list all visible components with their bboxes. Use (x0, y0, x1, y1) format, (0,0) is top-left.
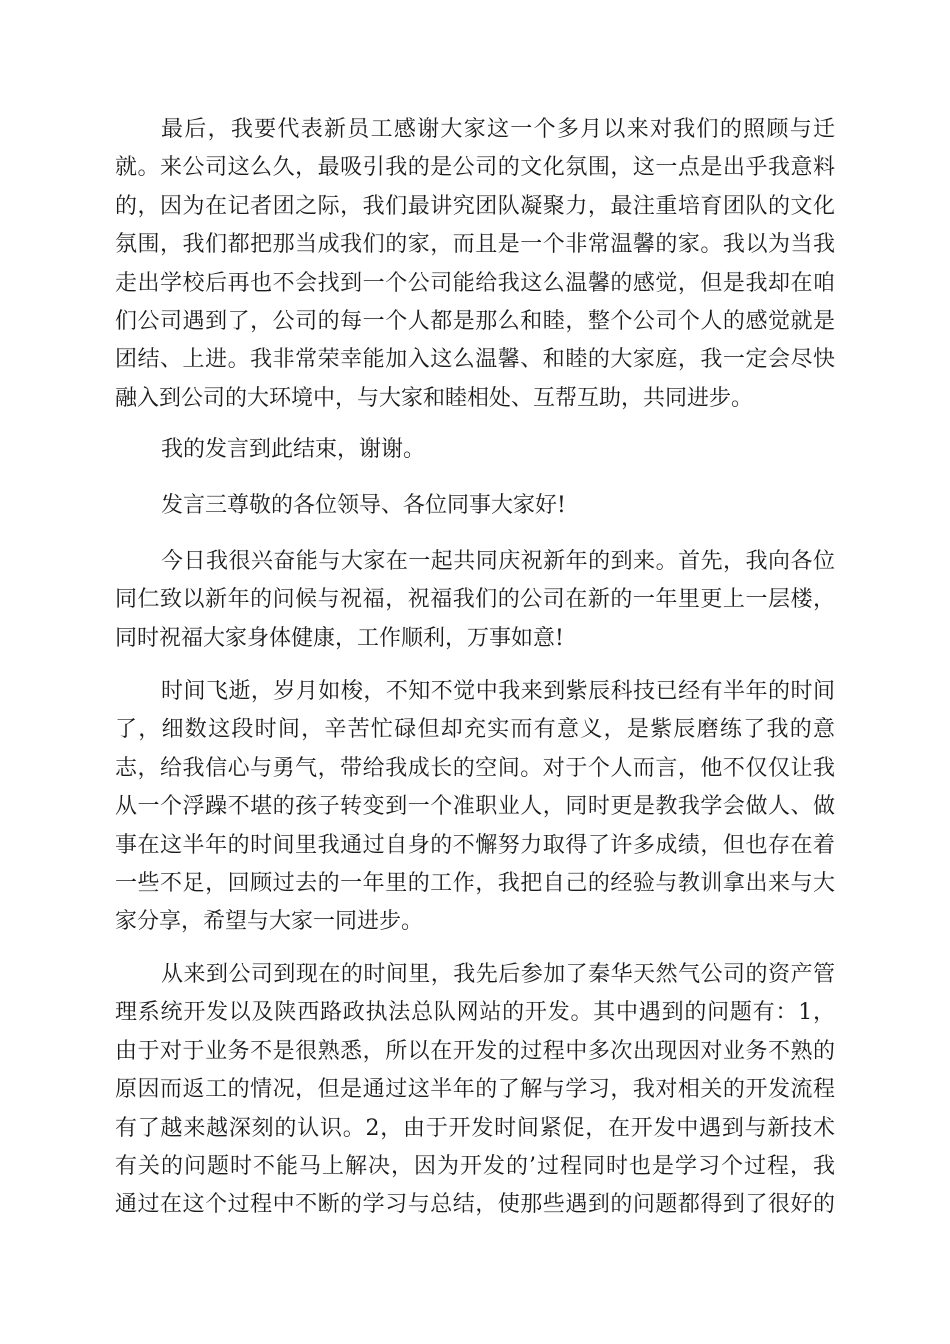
text-line: 最后，我要代表新员工感谢大家这一个多月以来对我们的照顾与迁 (161, 117, 835, 142)
text-line: 走出学校后再也不会找到一个公司能给我这么温馨的感觉，但是我却在咱 (115, 270, 835, 296)
text-line: 同时祝福大家身体健康，工作顺利，万事如意! (115, 625, 564, 651)
text-line: 家分享，希望与大家一同进步。 (115, 909, 424, 935)
text-line: 时间飞逝，岁月如梭，不知不觉中我来到紫辰科技已经有半年的时间 (161, 679, 835, 704)
paragraph-time-flies (115, 673, 835, 942)
text-line: 志，给我信心与勇气，带给我成长的空间。对于个人而言，他不仅仅让我 (115, 755, 835, 781)
text-line: 团结、上进。我非常荣幸能加入这么温馨、和睦的大家庭，我一定会尽快 (115, 347, 835, 373)
text-line: 从来到公司到现在的时间里，我先后参加了秦华天然气公司的资产管 (161, 962, 835, 987)
text-line: 理系统开发以及陕西路政执法总队网站的开发。其中遇到的问题有：1， (115, 1000, 835, 1026)
text-line: 从一个浮躁不堪的孩子转变到一个准职业人，同时更是教我学会做人、做 (115, 794, 835, 820)
text-line: 了，细数这段时间，辛苦忙碌但却充实而有意义，是紫辰磨练了我的意 (115, 717, 835, 743)
paragraph-projects (115, 956, 835, 1225)
text-line: 一些不足，回顾过去的一年里的工作，我把自己的经验与教训拿出来与大 (115, 870, 835, 896)
text-line: 事在这半年的时间里我通过自身的不懈努力取得了许多成绩，但也存在着 (115, 832, 835, 858)
text-line: 们公司遇到了，公司的每一个人都是那么和睦，整个公司个人的感觉就是 (115, 308, 835, 334)
text-line: 发言三尊敬的各位领导、各位同事大家好! (161, 493, 566, 518)
paragraph-thanks (115, 111, 835, 418)
text-line: 我的发言到此结束，谢谢。 (161, 437, 426, 462)
text-line: 有了越来越深刻的认识。2，由于开发时间紧促，在开发中遇到与新技术 (115, 1115, 835, 1141)
paragraph-speech-three-greeting (115, 487, 835, 525)
text-line: 今日我很兴奋能与大家在一起共同庆祝新年的到来。首先，我向各位 (161, 549, 835, 574)
text-line: 有关的问题时不能马上解决，因为开发的’过程同时也是学习个过程，我 (115, 1153, 835, 1179)
paragraph-closing (115, 431, 835, 469)
text-line: 氛围，我们都把那当成我们的家，而且是一个非常温馨的家。我以为当我 (115, 232, 835, 258)
text-line: 由于对于业务不是很熟悉，所以在开发的过程中多次出现因对业务不熟的 (115, 1038, 835, 1064)
text-line: 同仁致以新年的问候与祝福，祝福我们的公司在新的一年里更上一层楼， (115, 587, 835, 613)
text-line: 的，因为在记者团之际，我们最讲究团队凝聚力，最注重培育团队的文化 (115, 193, 835, 219)
text-line: 融入到公司的大环境中，与大家和睦相处、互帮互助，共同进步。 (115, 385, 754, 411)
paragraph-new-year (115, 543, 835, 658)
text-line: 原因而返工的情况，但是通过这半年的了解与学习，我对相关的开发流程 (115, 1077, 835, 1103)
text-line: 通过在这个过程中不断的学习与总结，使那些遇到的问题都得到了很好的 (115, 1192, 835, 1218)
text-line: 就。来公司这么久，最吸引我的是公司的文化氛围，这一点是出乎我意料 (115, 155, 835, 181)
